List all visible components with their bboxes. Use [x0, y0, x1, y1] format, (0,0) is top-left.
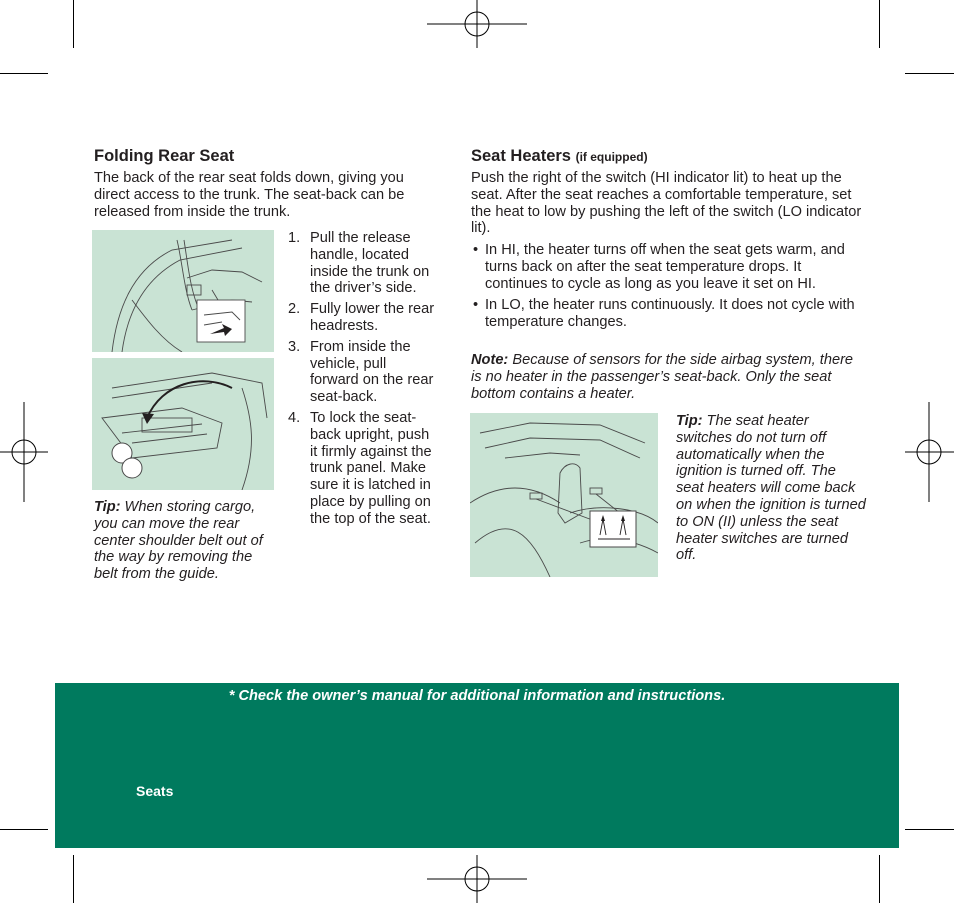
seat-back-fold-illustration [92, 358, 274, 490]
tip-text: The seat heater switches do not turn off automatically when the ignition is turned off. The seat heaters will come back on when the ignition is turned to ON (II) unless the seat heater switches are turned off. [676, 413, 866, 564]
note-label: Note: [471, 352, 509, 368]
list-item: • In LO, the heater runs continuously. It does not cycle with temperature changes. [473, 297, 855, 331]
list-item: 1. Pull the release handle, located inside the trunk on the driver’s side. [288, 230, 430, 297]
footer-band [55, 683, 899, 848]
seat-heater-switch-illustration [470, 413, 658, 577]
tip-text: When storing cargo, you can move the rear center shoulder belt out of the way by removing the belt from the guide. [94, 499, 263, 583]
manual-notice: * Check the owner’s manual for additional information and instructions. [228, 688, 726, 704]
registration-mark-bottom [427, 855, 527, 903]
folding-rear-seat-intro: The back of the rear seat folds down, giving you direct access to the trunk. The seat-back can be released from inside the trunk. [94, 170, 405, 220]
seat-heaters-intro: Push the right of the switch (HI indicator lit) to heat up the seat. After the seat reaches a comfortable temperature, set the heat to low by pushing the left of the switch (LO indicator lit). [471, 170, 862, 237]
list-item: • In HI, the heater turns off when the seat gets warm, and turns back on after the seat temperature drops. It continues to cycle as long as you leave it set on HI. [473, 242, 845, 292]
list-item: 2. Fully lower the rear headrests. [288, 301, 435, 334]
if-equipped-note: (if equipped) [575, 150, 648, 164]
heater-modes-list [471, 242, 863, 336]
registration-mark-left [0, 402, 48, 502]
airbag-note [471, 352, 863, 402]
seat-heaters-heading: Seat Heaters (if equipped) [471, 147, 648, 165]
list-item: 3. From inside the vehicle, pull forward on the rear seat-back. [288, 338, 434, 406]
note-text: Because of sensors for the side airbag system, there is no heater in the passenger’s seat-back. Only the seat bottom contains a heater. [471, 352, 854, 402]
registration-mark-right [905, 402, 954, 502]
cargo-tip [94, 499, 276, 583]
folding-rear-seat-heading: Folding Rear Seat [94, 147, 235, 165]
tip-label: Tip: [676, 413, 703, 429]
section-label: Seats [136, 783, 174, 799]
folding-steps-list [288, 230, 438, 532]
registration-mark-top [427, 0, 527, 48]
trunk-release-illustration [92, 230, 274, 352]
heater-switch-tip [676, 413, 866, 564]
list-item: 4. To lock the seat-back upright, push it firmly against the trunk panel. Make sure it is latched in place by pulling on the top of the seat. [288, 409, 432, 527]
tip-label: Tip: [94, 499, 121, 515]
